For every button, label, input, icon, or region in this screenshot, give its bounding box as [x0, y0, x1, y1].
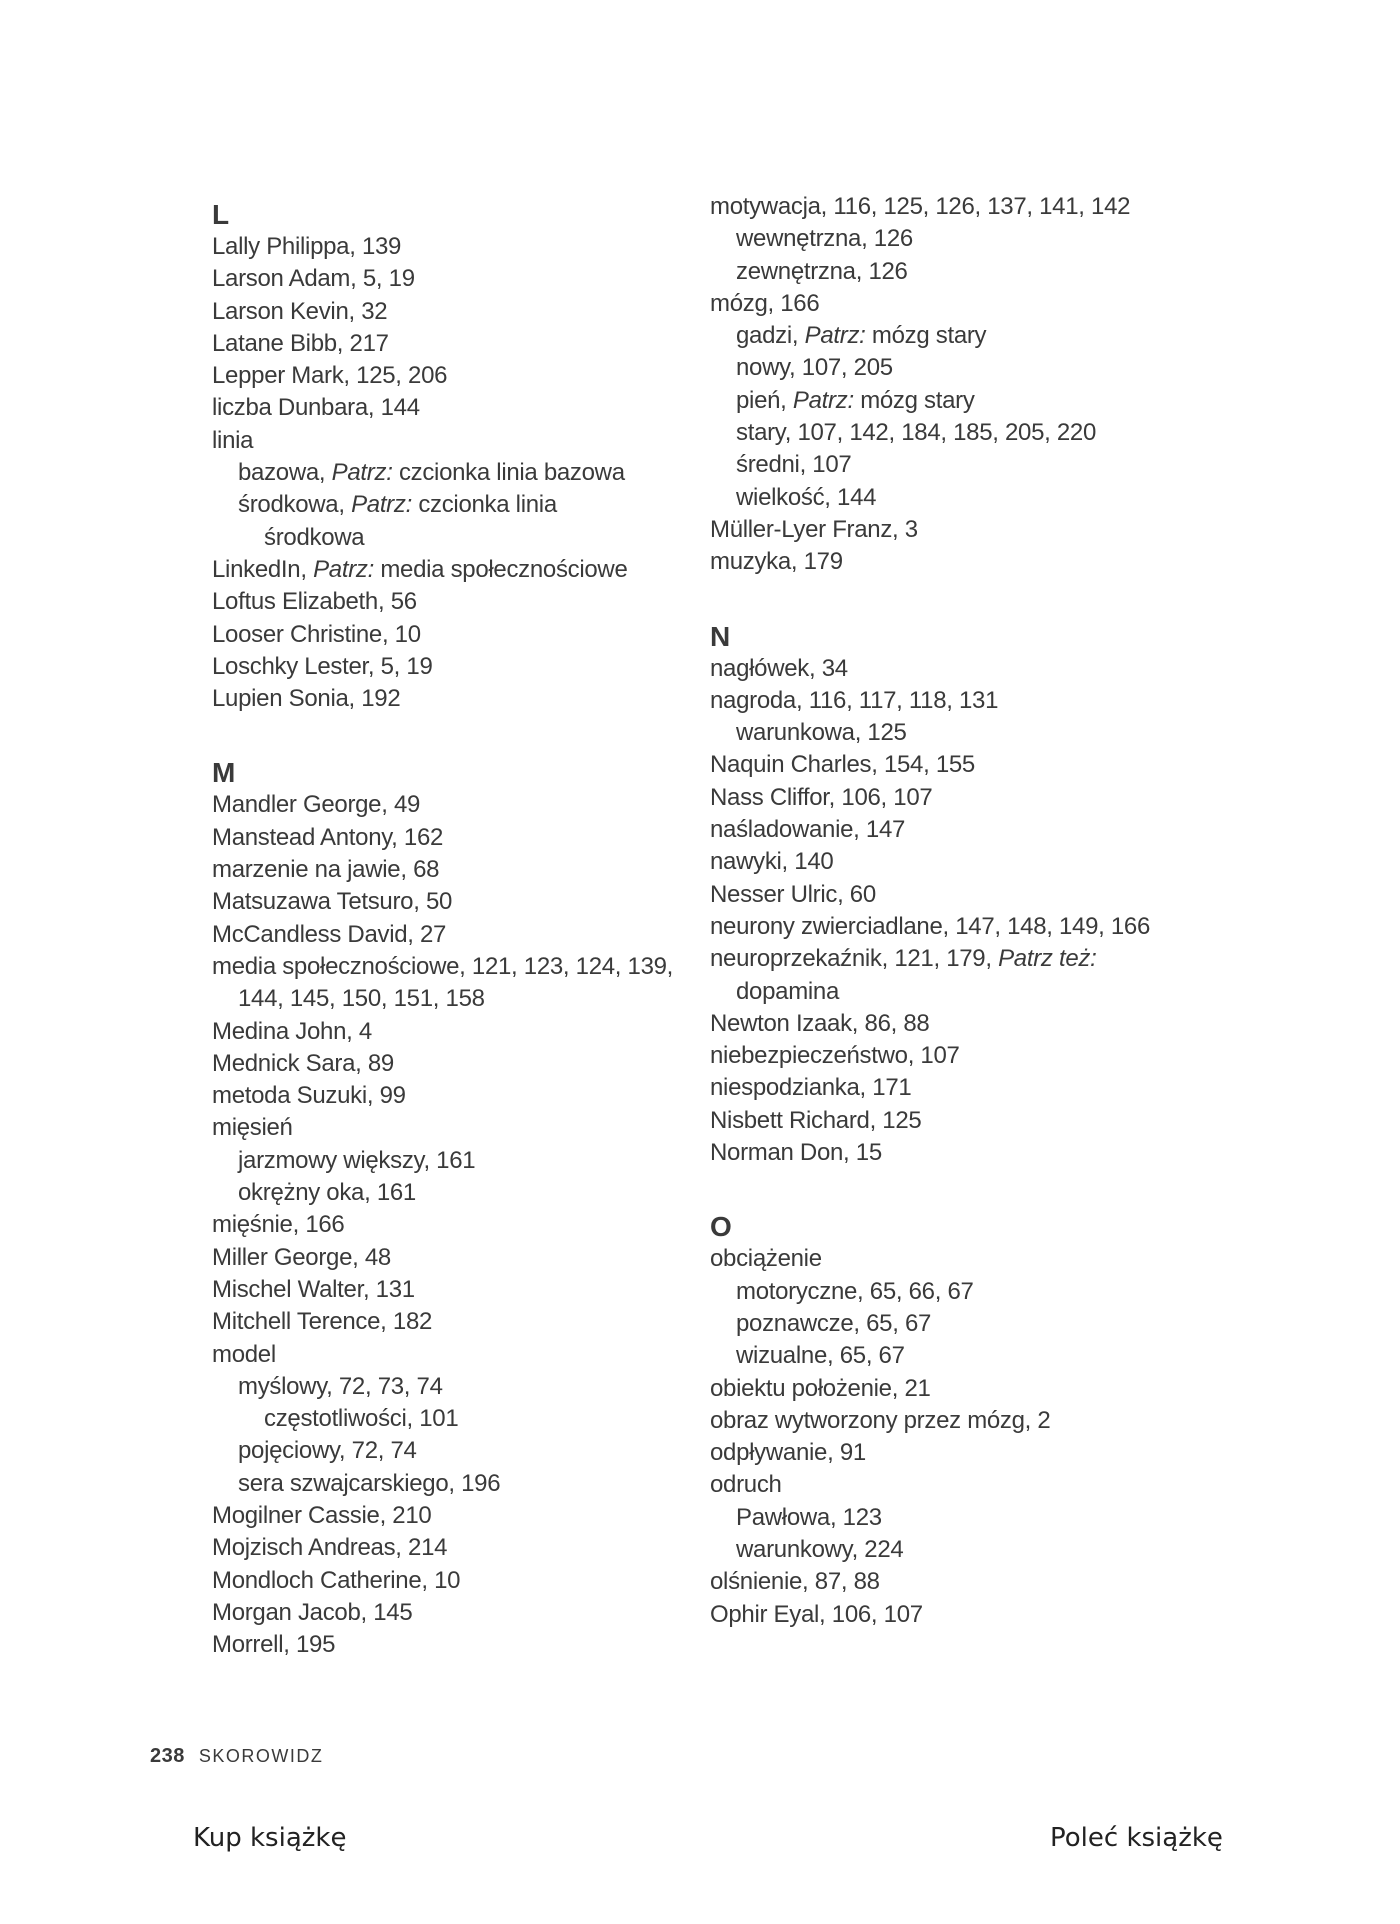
index-entry: Naquin Charles, 154, 155 — [710, 751, 975, 779]
buy-book-link[interactable]: Kup książkę — [193, 1823, 347, 1853]
index-entry: McCandless David, 27 — [212, 920, 447, 948]
index-entry: niebezpieczeństwo, 107 — [710, 1042, 960, 1070]
section-letter: M — [212, 757, 236, 789]
index-entry: olśnienie, 87, 88 — [710, 1568, 880, 1596]
index-entry: nagłówek, 34 — [710, 654, 848, 682]
index-subentry: warunkowa, 125 — [736, 719, 907, 747]
index-entry: neuroprzekaźnik, 121, 179, Patrz też: — [710, 945, 1097, 973]
index-section-m — [212, 757, 692, 1661]
index-entry: Lally Philippa, 139 — [212, 233, 402, 260]
index-entry: nagroda, 116, 117, 118, 131 — [710, 686, 999, 714]
index-entry: niespodzianka, 171 — [710, 1074, 912, 1102]
index-subentry: Pawłowa, 123 — [736, 1503, 882, 1531]
index-entry: Larson Kevin, 32 — [212, 297, 388, 325]
index-subentry: wewnętrzna, 126 — [736, 225, 913, 253]
running-footer-title: SKOROWIDZ — [198, 1746, 324, 1766]
index-subentry: warunkowy, 224 — [736, 1535, 904, 1563]
index-entry: liczba Dunbara, 144 — [212, 394, 420, 422]
recommend-book-link[interactable]: Poleć książkę — [1050, 1823, 1223, 1853]
section-letter: L — [212, 199, 230, 230]
index-entry: Matsuzawa Tetsuro, 50 — [212, 888, 453, 916]
index-subsubentry: częstotliwości, 101 — [264, 1405, 459, 1433]
index-continuation: 144, 145, 150, 151, 158 — [238, 985, 485, 1013]
index-subentry: motoryczne, 65, 66, 67 — [736, 1277, 974, 1305]
index-column-left — [212, 195, 692, 1703]
index-entry: Morrell, 195 — [212, 1631, 336, 1659]
index-entry: model — [212, 1340, 276, 1368]
index-entry: Mondloch Catherine, 10 — [212, 1566, 461, 1594]
index-entry: Larson Adam, 5, 19 — [212, 265, 415, 293]
index-subentry: zewnętrzna, 126 — [736, 257, 908, 285]
index-section-m-continued — [710, 191, 1190, 579]
index-entry: Mojzisch Andreas, 214 — [212, 1534, 448, 1562]
index-entry: Looser Christine, 10 — [212, 620, 421, 648]
index-entry: Nisbett Richard, 125 — [710, 1106, 922, 1134]
section-letter: N — [710, 620, 731, 652]
index-entry: obciążenie — [710, 1245, 822, 1273]
index-entry: Lepper Mark, 125, 206 — [212, 362, 448, 390]
index-entry: Mednick Sara, 89 — [212, 1049, 394, 1077]
index-entry: Mitchell Terence, 182 — [212, 1308, 433, 1336]
index-entry: motywacja, 116, 125, 126, 137, 141, 142 — [710, 193, 1131, 220]
index-section-o — [710, 1211, 1190, 1631]
cross-reference: Patrz: — [331, 459, 393, 487]
index-entry: odruch — [710, 1471, 782, 1499]
index-entry: muzyka, 179 — [710, 548, 843, 576]
index-subentry: jarzmowy większy, 161 — [238, 1146, 476, 1174]
cross-reference: Patrz też: — [998, 945, 1097, 973]
index-entry: Norman Don, 15 — [710, 1139, 882, 1167]
index-entry: odpływanie, 91 — [710, 1439, 866, 1467]
index-entry: mózg, 166 — [710, 289, 820, 317]
index-section-n — [710, 621, 1190, 1170]
index-subentry: okrężny oka, 161 — [238, 1179, 416, 1207]
index-entry: neurony zwierciadlane, 147, 148, 149, 166 — [710, 912, 1151, 940]
index-entry: obraz wytworzony przez mózg, 2 — [710, 1406, 1051, 1434]
index-entry: linia — [212, 426, 254, 454]
index-entry: Morgan Jacob, 145 — [212, 1598, 413, 1626]
index-subentry: wizualne, 65, 67 — [736, 1342, 905, 1370]
index-subentry: środkowa, Patrz: czcionka linia — [238, 491, 557, 519]
index-entry: Ophir Eyal, 106, 107 — [710, 1600, 923, 1628]
index-subentry: średni, 107 — [736, 451, 852, 479]
index-entry: media społecznościowe, 121, 123, 124, 139, — [212, 952, 674, 980]
index-entry: Medina John, 4 — [212, 1017, 372, 1045]
index-subentry: gadzi, Patrz: mózg stary — [736, 322, 987, 350]
index-entry: Miller George, 48 — [212, 1243, 391, 1271]
index-entry: Loftus Elizabeth, 56 — [212, 588, 417, 616]
index-subentry: pień, Patrz: mózg stary — [736, 386, 975, 414]
index-entry: LinkedIn, Patrz: media społecznościowe — [212, 555, 628, 583]
index-entry: Nesser Ulric, 60 — [710, 880, 876, 908]
index-entry: Newton Izaak, 86, 88 — [710, 1009, 930, 1037]
index-entry: Manstead Antony, 162 — [212, 823, 444, 851]
index-entry: Lupien Sonia, 192 — [212, 685, 401, 713]
index-subentry: poznawcze, 65, 67 — [736, 1309, 932, 1337]
index-entry: Mandler George, 49 — [212, 791, 421, 819]
index-entry: Latane Bibb, 217 — [212, 329, 389, 357]
index-continuation: środkowa — [264, 523, 365, 551]
index-subentry: pojęciowy, 72, 74 — [238, 1437, 417, 1465]
index-continuation: dopamina — [736, 977, 840, 1005]
page-number: 238 — [150, 1745, 185, 1767]
index-entry: naśladowanie, 147 — [710, 816, 906, 844]
index-entry: Müller-Lyer Franz, 3 — [710, 515, 918, 543]
index-entry: Loschky Lester, 5, 19 — [212, 652, 433, 680]
index-section-l — [212, 199, 692, 715]
index-subentry: sera szwajcarskiego, 196 — [238, 1469, 501, 1497]
page-footer — [150, 1745, 323, 1768]
index-subentry: stary, 107, 142, 184, 185, 205, 220 — [736, 419, 1097, 447]
index-entry: Nass Cliffor, 106, 107 — [710, 783, 933, 811]
index-entry: obiektu położenie, 21 — [710, 1374, 931, 1402]
index-subentry: nowy, 107, 205 — [736, 354, 893, 382]
index-subentry: myślowy, 72, 73, 74 — [238, 1372, 443, 1400]
section-letter: O — [710, 1211, 732, 1243]
index-column-right — [710, 195, 1190, 1673]
cross-reference: Patrz: — [351, 491, 412, 519]
index-entry: marzenie na jawie, 68 — [212, 856, 440, 884]
index-entry: Mischel Walter, 131 — [212, 1275, 415, 1303]
index-entry: Mogilner Cassie, 210 — [212, 1501, 432, 1529]
index-subentry: wielkość, 144 — [736, 483, 877, 511]
index-entry: nawyki, 140 — [710, 848, 834, 876]
index-entry: mięśnie, 166 — [212, 1211, 345, 1239]
index-subentry: bazowa, Patrz: czcionka linia bazowa — [238, 459, 625, 487]
index-entry: metoda Suzuki, 99 — [212, 1082, 406, 1110]
cross-reference: Patrz: — [313, 555, 374, 583]
cross-reference: Patrz: — [792, 386, 854, 414]
index-entry: mięsień — [212, 1114, 293, 1142]
cross-reference: Patrz: — [804, 322, 866, 350]
